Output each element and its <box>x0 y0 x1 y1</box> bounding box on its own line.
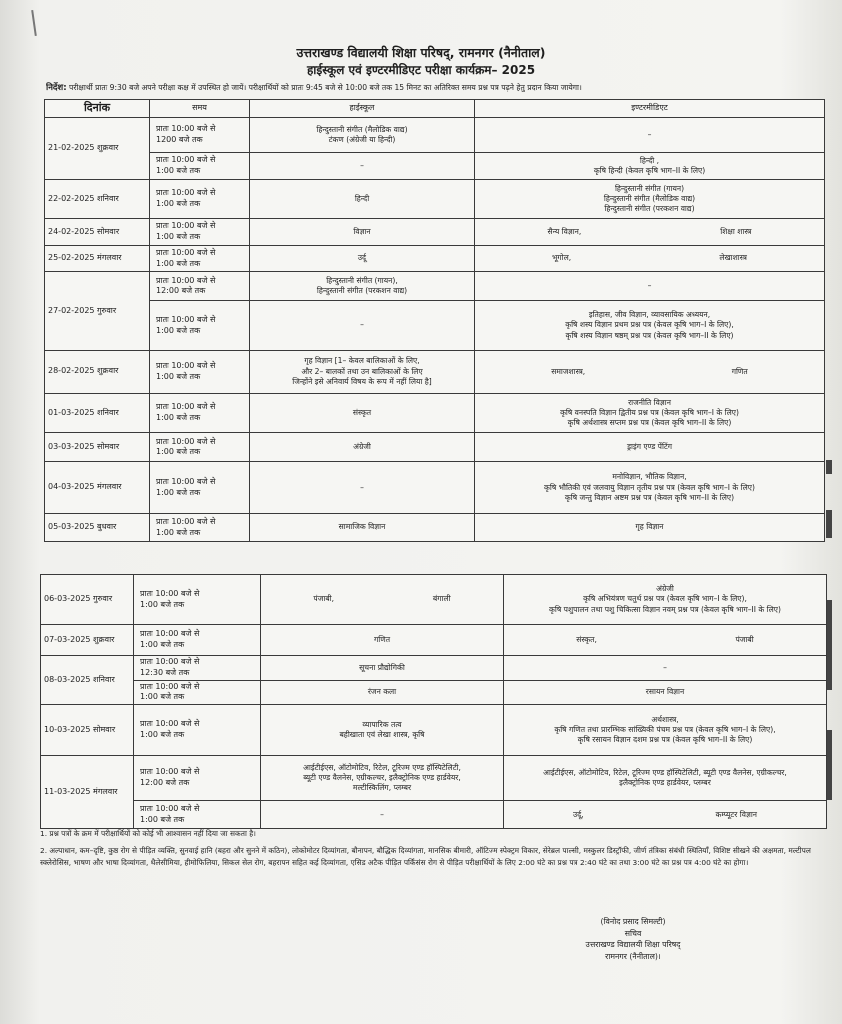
intermediate-subject: इतिहास, जीव विज्ञान, व्यावसायिक अध्ययन, <box>588 310 711 320</box>
highschool-subjects <box>250 219 475 245</box>
signatory-place: रामनगर (नैनीताल)। <box>605 952 661 962</box>
highschool-subject: रंजन कला <box>367 687 397 697</box>
highschool-subject: गणित <box>373 634 391 644</box>
highschool-subjects <box>250 350 475 393</box>
exam-time <box>134 625 261 656</box>
exam-time <box>134 705 261 756</box>
intermediate-subject-pair <box>507 635 823 645</box>
intermediate-subject: लेखाशास्त्र <box>719 253 747 263</box>
intermediate-subject: इलैक्ट्रोनिक एण्ड हार्डवेयर, प्लम्बर <box>619 778 711 788</box>
note-2: 2. अल्पाधान, कम–दृष्टि, कुष्ठ रोग से पीड़ित व्यक्ति, सुनवाई हानि (बहरा और सुनने में कठिन), लोकोमोटर दिव्यांगता, बौनापन, बौद्धिक दिव्यांगता, मानसिक बीमारी, ऑटिज्म स्पेक्ट्रम विकार, सेरेब्रल पाल्सी, मस्कुलर डिस्ट्रॉफी, जीर्ण तंत्रिका संबंधी स्थितियाँ, विशिष्ट सीखने की अक्षमता, मल्टीपल स्क्लेरोसिस, भाषण और भाषा दिव्यांगता, थैलेसीमिया, हीमोफिलिया, सिकल सेल रोग, बहरापन सहित कई दिव्यांगता, एसिड अटैक पीड़ित पर्किंसंस रोग से पीड़ित परीक्षार्थियों के लिए 2:00 घंटे का प्रश्न पत्र 2:40 घंटे का तथा 3:00 घंटे का प्रश्न पत्र 4:00 घंटे का होगा। <box>40 846 811 867</box>
intermediate-subject: अर्थशास्त्र, <box>651 714 679 724</box>
intermediate-subjects <box>504 656 827 681</box>
schedule-row <box>41 680 827 705</box>
highschool-subjects <box>250 153 475 179</box>
intermediate-subjects <box>504 705 827 756</box>
exam-date: 27-02-2025 गुरुवार <box>45 272 150 350</box>
intermediate-subject: कृषि शस्य विज्ञान प्रथम प्रश्न पत्र (केवल कृषि भाग–I के लिए), <box>565 320 734 330</box>
intermediate-subjects <box>504 625 827 656</box>
highschool-subject: सामाजिक विज्ञान <box>338 522 386 532</box>
time-line: 1:00 बजे तक <box>156 527 201 537</box>
schedule-row <box>45 301 825 350</box>
signatory-designation: सचिव <box>624 928 642 938</box>
edge-mark <box>826 460 832 474</box>
time-line: 12:00 बजे तक <box>140 778 190 788</box>
time-line: प्रातः 10:00 बजे से <box>140 629 200 639</box>
time-line: प्रातः 10:00 बजे से <box>140 681 200 691</box>
schedule-row <box>45 117 825 152</box>
time-line: प्रातः 10:00 बजे से <box>156 516 216 526</box>
intermediate-subject: कृषि वनस्पति विज्ञान द्वितीय प्रश्न पत्र (केवल कृषि भाग–I के लिए) <box>560 407 739 417</box>
intermediate-subjects <box>475 301 825 350</box>
intermediate-subjects <box>475 393 825 433</box>
highschool-subject: टंकण (अंग्रेजी या हिन्दी) <box>328 135 396 145</box>
intermediate-subject: कम्प्यूटर विज्ञान <box>715 809 758 819</box>
highschool-subject: पंजाबी, <box>313 594 335 604</box>
time-line: प्रातः 10:00 बजे से <box>140 803 200 813</box>
time-line: 12:00 बजे तक <box>156 286 206 296</box>
time-line: प्रातः 10:00 बजे से <box>156 402 216 412</box>
schedule-row <box>45 272 825 301</box>
exam-time <box>134 756 261 801</box>
intermediate-subject: हिन्दुस्तानी संगीत (मैलोडिक वाद्य) <box>603 193 696 203</box>
exam-time <box>150 179 250 219</box>
intermediate-subjects <box>475 153 825 179</box>
intermediate-subject: आईटीईएस, ऑटोमोटिव, रिटेल, टूरिज्म एण्ड हॉस्पिटेलिटी, ब्यूटी एण्ड वैलनेस, एग्रीकल्चर, <box>543 767 787 777</box>
intermediate-subject: कृषि शस्य विज्ञान षष्ठम् प्रश्न पत्र (केवल कृषि भाग–II के लिए) <box>565 330 734 340</box>
intermediate-subjects <box>475 245 825 271</box>
intermediate-subject: कृषि रसायन विज्ञान दशम प्रश्न पत्र (केवल कृषि भाग–II के लिए) <box>577 735 753 745</box>
time-line: प्रातः 10:00 बजे से <box>140 719 200 729</box>
edge-mark <box>826 510 832 538</box>
time-line: प्रातः 10:00 बजे से <box>156 275 216 285</box>
highschool-subject: व्यापारिक तत्व <box>362 719 402 729</box>
intermediate-subject: गृह विज्ञान <box>635 522 664 532</box>
schedule-row <box>45 219 825 245</box>
highschool-subjects <box>250 179 475 219</box>
highschool-subjects <box>261 705 504 756</box>
time-line: प्रातः 10:00 बजे से <box>140 767 200 777</box>
time-line: 1:00 बजे तक <box>156 487 201 497</box>
intermediate-subject: मनोविज्ञान, भौतिक विज्ञान, <box>612 472 687 482</box>
time-line: प्रातः 10:00 बजे से <box>140 657 200 666</box>
exam-time <box>150 219 250 245</box>
highschool-subject: हिन्दुस्तानी संगीत (मैलोडिक वाद्य) <box>316 124 408 134</box>
intermediate-subjects <box>504 756 827 801</box>
intermediate-subject: ड्राइंग एण्ड पेंटिंग <box>626 442 673 452</box>
exam-date: 01-03-2025 शनिवार <box>45 393 150 433</box>
highschool-subject: गृह विज्ञान [1– केवल बालिकाओं के लिए, <box>304 356 420 366</box>
exam-time <box>150 245 250 271</box>
exam-time <box>134 656 261 681</box>
intermediate-subject: भूगोल, <box>552 253 572 263</box>
highschool-subject: – <box>360 320 364 330</box>
intermediate-subject-pair <box>478 227 821 237</box>
highschool-subjects <box>250 117 475 152</box>
highschool-subjects <box>261 756 504 801</box>
highschool-subject: संस्कृत <box>352 407 372 417</box>
exam-date: 05-03-2025 बुधवार <box>45 514 150 542</box>
intermediate-subject: कृषि गणित तथा प्रारम्भिक सांख्यिकी पंचम प्रश्न पत्र (केवल कृषि भाग–I के लिए), <box>554 725 776 735</box>
schedule-table-2 <box>40 574 827 829</box>
exam-date: 06-03-2025 गुरुवार <box>41 575 134 625</box>
time-line: 1:00 बजे तक <box>156 447 201 457</box>
col-intermediate: इण्टरमीडिएट <box>475 100 825 118</box>
time-line: 1:00 बजे तक <box>156 371 201 381</box>
highschool-subject: ब्यूटी एण्ड वैलनेस, एग्रीकल्चर, इलैक्ट्रोनिक एण्ड हार्डवेयर, <box>303 773 461 783</box>
exam-date: 08-03-2025 शनिवार <box>41 656 134 705</box>
intermediate-subject: – <box>663 662 667 672</box>
notes <box>40 828 826 874</box>
schedule-row <box>45 462 825 514</box>
col-time: समय <box>150 100 250 118</box>
col-date: दिनांक <box>45 100 150 118</box>
exam-time <box>150 301 250 350</box>
exam-date: 24-02-2025 सोमवार <box>45 219 150 245</box>
highschool-subjects <box>250 245 475 271</box>
exam-date: 28-02-2025 शुक्रवार <box>45 350 150 393</box>
time-line: 1:00 बजे तक <box>156 232 201 242</box>
intermediate-subject: राजनीति विज्ञान <box>628 397 671 407</box>
schedule-row <box>45 514 825 542</box>
intermediate-subjects <box>475 350 825 393</box>
time-line: 1:00 बजे तक <box>140 814 185 824</box>
intermediate-subject: गणित <box>731 366 748 376</box>
intermediate-subject: हिन्दुस्तानी संगीत (परकशन वाद्य) <box>604 204 695 214</box>
intermediate-subject: समाजशास्त्र, <box>551 366 586 376</box>
intermediate-subject: कृषि भौतिकी एवं जलवायु विज्ञान तृतीय प्रश्न पत्र (केवल कृषि भाग–I के लिए) <box>544 482 755 492</box>
highschool-subject: बहीखाता एवं लेखा शास्त्र, कृषि <box>339 730 425 740</box>
schedule-row <box>41 575 827 625</box>
time-line: 1:00 बजे तक <box>156 166 201 175</box>
exam-time <box>150 393 250 433</box>
intermediate-subjects <box>475 272 825 301</box>
highschool-subject: सूचना प्रौद्योगिकी <box>359 662 405 672</box>
highschool-subjects <box>261 801 504 829</box>
highschool-subjects <box>261 625 504 656</box>
highschool-subject: अंग्रेजी <box>353 442 371 452</box>
schedule-row <box>45 245 825 271</box>
exam-time <box>150 462 250 514</box>
schedule-row <box>41 656 827 681</box>
intermediate-subjects <box>475 462 825 514</box>
intermediate-subjects <box>475 433 825 462</box>
exam-schedule-title: हाईस्कूल एवं इण्टरमीडिएट परीक्षा कार्यक्रम– 2025 <box>306 63 536 77</box>
intermediate-subjects <box>504 801 827 829</box>
highschool-subjects <box>250 393 475 433</box>
highschool-subjects <box>261 680 504 705</box>
signatory-org: उत्तराखण्ड विद्यालयी शिक्षा परिषद् <box>585 940 681 950</box>
highschool-subjects <box>250 272 475 301</box>
highschool-subjects <box>250 301 475 350</box>
highschool-subject: उर्दू <box>357 253 367 263</box>
intermediate-subject-pair <box>478 253 821 263</box>
intermediate-subject: अंग्रेजी <box>656 584 674 594</box>
intermediate-subject: कृषि जन्तु विज्ञान अष्टम प्रश्न पत्र (केवल कृषि भाग–II के लिए) <box>564 492 735 502</box>
time-line: 1:00 बजे तक <box>140 640 185 649</box>
exam-time <box>150 514 250 542</box>
schedule-row <box>45 433 825 462</box>
exam-time <box>150 272 250 301</box>
intermediate-subject: कृषि अभियंत्रण चतुर्थ प्रश्न पत्र (केवल कृषि भाग–I के लिए), <box>583 594 747 604</box>
intermediate-subjects <box>504 575 827 625</box>
schedule-row <box>45 350 825 393</box>
highschool-subject-pair <box>264 594 500 604</box>
schedule-row <box>45 393 825 433</box>
highschool-subject: हिन्दुस्तानी संगीत (परकशन वाद्य) <box>316 286 408 296</box>
time-line: प्रातः 10:00 बजे से <box>156 188 216 198</box>
time-line: प्रातः 10:00 बजे से <box>156 360 216 370</box>
intermediate-subject: हिन्दुस्तानी संगीत (गायन) <box>614 183 685 193</box>
exam-date: 11-03-2025 मंगलवार <box>41 756 134 829</box>
exam-date: 25-02-2025 मंगलवार <box>45 245 150 271</box>
highschool-subject: आईटीईएस, ऑटोमोटिव, रिटेल, टूरिज्म एण्ड हॉस्पिटेलिटी, <box>303 762 461 772</box>
board-title: उत्तराखण्ड विद्यालयी शिक्षा परिषद्, रामनगर (नैनीताल) <box>296 45 546 60</box>
time-line: प्रातः 10:00 बजे से <box>156 476 216 486</box>
intermediate-subject: कृषि अर्थशास्त्र सप्तम प्रश्न पत्र (केवल कृषि भाग–II के लिए) <box>567 418 732 428</box>
highschool-subjects <box>250 433 475 462</box>
highschool-subjects <box>250 514 475 542</box>
schedule-row <box>41 625 827 656</box>
exam-date: 07-03-2025 शुक्रवार <box>41 625 134 656</box>
highschool-subject: मल्टीस्किलिंग, प्लम्बर <box>352 783 412 793</box>
intermediate-subject: हिन्दी , <box>639 155 660 165</box>
time-line: प्रातः 10:00 बजे से <box>140 588 200 598</box>
exam-time <box>134 801 261 829</box>
time-line: प्रातः 10:00 बजे से <box>156 436 216 446</box>
highschool-subjects <box>261 575 504 625</box>
schedule-row <box>41 801 827 829</box>
instruction <box>46 82 826 93</box>
highschool-subject: – <box>360 482 364 492</box>
exam-time <box>150 433 250 462</box>
time-line: 1:00 बजे तक <box>156 258 201 268</box>
exam-date: 22-02-2025 शनिवार <box>45 179 150 219</box>
exam-time <box>134 680 261 705</box>
time-line: 1200 बजे तक <box>156 135 203 145</box>
highschool-subject: हिन्दी <box>354 193 370 203</box>
intermediate-subject: सैन्य विज्ञान, <box>547 227 582 237</box>
schedule-row <box>41 756 827 801</box>
intermediate-subject: संस्कृत, <box>576 634 597 644</box>
intermediate-subject: कृषि हिन्दी (केवल कृषि भाग–II के लिए) <box>593 166 706 175</box>
intermediate-subject-pair <box>507 810 823 820</box>
intermediate-subjects <box>475 117 825 152</box>
exam-date: 21-02-2025 शुक्रवार <box>45 117 150 179</box>
time-line: 12:30 बजे तक <box>140 667 190 677</box>
col-highschool: हाईस्कूल <box>250 100 475 118</box>
highschool-subject: जिन्होंने इसे अनिवार्य विषय के रूप में नहीं लिया है] <box>292 376 432 386</box>
instruction-text: परीक्षार्थी प्रातः 9:30 बजे अपने परीक्षा कक्ष में उपस्थित हो जायें। परीक्षार्थियों को प्रातः 9:45 बजे से 10:00 बजे तक 15 मिनट का अतिरिक्त समय प्रश्न पत्र पढ़ने हेतु प्रदान किया जायेगा। <box>69 83 582 92</box>
highschool-subjects <box>250 462 475 514</box>
schedule-row <box>45 153 825 179</box>
time-line: 1:00 बजे तक <box>156 199 201 209</box>
highschool-subject: – <box>360 160 364 170</box>
intermediate-subject: कृषि पशुपालन तथा पशु चिकित्सा विज्ञान नवम् प्रश्न पत्र (केवल कृषि भाग–II के लिए) <box>549 604 781 614</box>
time-line: 1:00 बजे तक <box>140 730 185 740</box>
exam-date: 04-03-2025 मंगलवार <box>45 462 150 514</box>
highschool-subject: विज्ञान <box>353 227 371 237</box>
note-1: 1. प्रश्न पत्रों के क्रम में परीक्षार्थियों को कोई भी आश्वासन नहीं दिया जा सकता है। <box>40 829 256 838</box>
time-line: प्रातः 10:00 बजे से <box>156 247 216 257</box>
intermediate-subject: – <box>647 281 652 291</box>
signatory-name: (विनोद प्रसाद सिमल्टी) <box>600 917 666 926</box>
intermediate-subjects <box>475 514 825 542</box>
time-line: प्रातः 10:00 बजे से <box>156 155 216 165</box>
time-line: प्रातः 10:00 बजे से <box>156 124 216 134</box>
intermediate-subject: उर्दू, <box>572 809 584 819</box>
intermediate-subject: – <box>647 129 652 139</box>
intermediate-subject: रसायन विज्ञान <box>645 687 685 697</box>
intermediate-subject: शिक्षा शास्त्र <box>720 227 752 237</box>
intermediate-subject: पंजाबी <box>735 634 754 644</box>
signature-block <box>568 916 698 963</box>
time-line: 1:00 बजे तक <box>140 599 185 609</box>
highschool-subject: हिन्दुस्तानी संगीत (गायन), <box>326 276 398 286</box>
intermediate-subjects <box>475 219 825 245</box>
intermediate-subjects <box>475 179 825 219</box>
instruction-label: निर्देश: <box>46 83 67 93</box>
highschool-subject: बंगाली <box>432 594 451 604</box>
schedule-row <box>41 705 827 756</box>
exam-time <box>134 575 261 625</box>
time-line: 1:00 बजे तक <box>140 692 185 702</box>
exam-time <box>150 350 250 393</box>
time-line: प्रातः 10:00 बजे से <box>156 221 216 231</box>
time-line: 1:00 बजे तक <box>156 413 201 423</box>
exam-date: 10-03-2025 सोमवार <box>41 705 134 756</box>
highschool-subjects <box>261 656 504 681</box>
intermediate-subjects <box>504 680 827 705</box>
time-line: प्रातः 10:00 बजे से <box>156 314 216 324</box>
intermediate-subject-pair <box>478 367 821 377</box>
highschool-subject: और 2– बालकों तथा उन बालिकाओं के लिए <box>301 366 423 376</box>
schedule-row <box>45 179 825 219</box>
schedule-table-1 <box>44 99 825 542</box>
highschool-subject: – <box>380 809 384 819</box>
exam-time <box>150 117 250 152</box>
exam-time <box>150 153 250 179</box>
exam-date: 03-03-2025 सोमवार <box>45 433 150 462</box>
time-line: 1:00 बजे तक <box>156 325 201 335</box>
